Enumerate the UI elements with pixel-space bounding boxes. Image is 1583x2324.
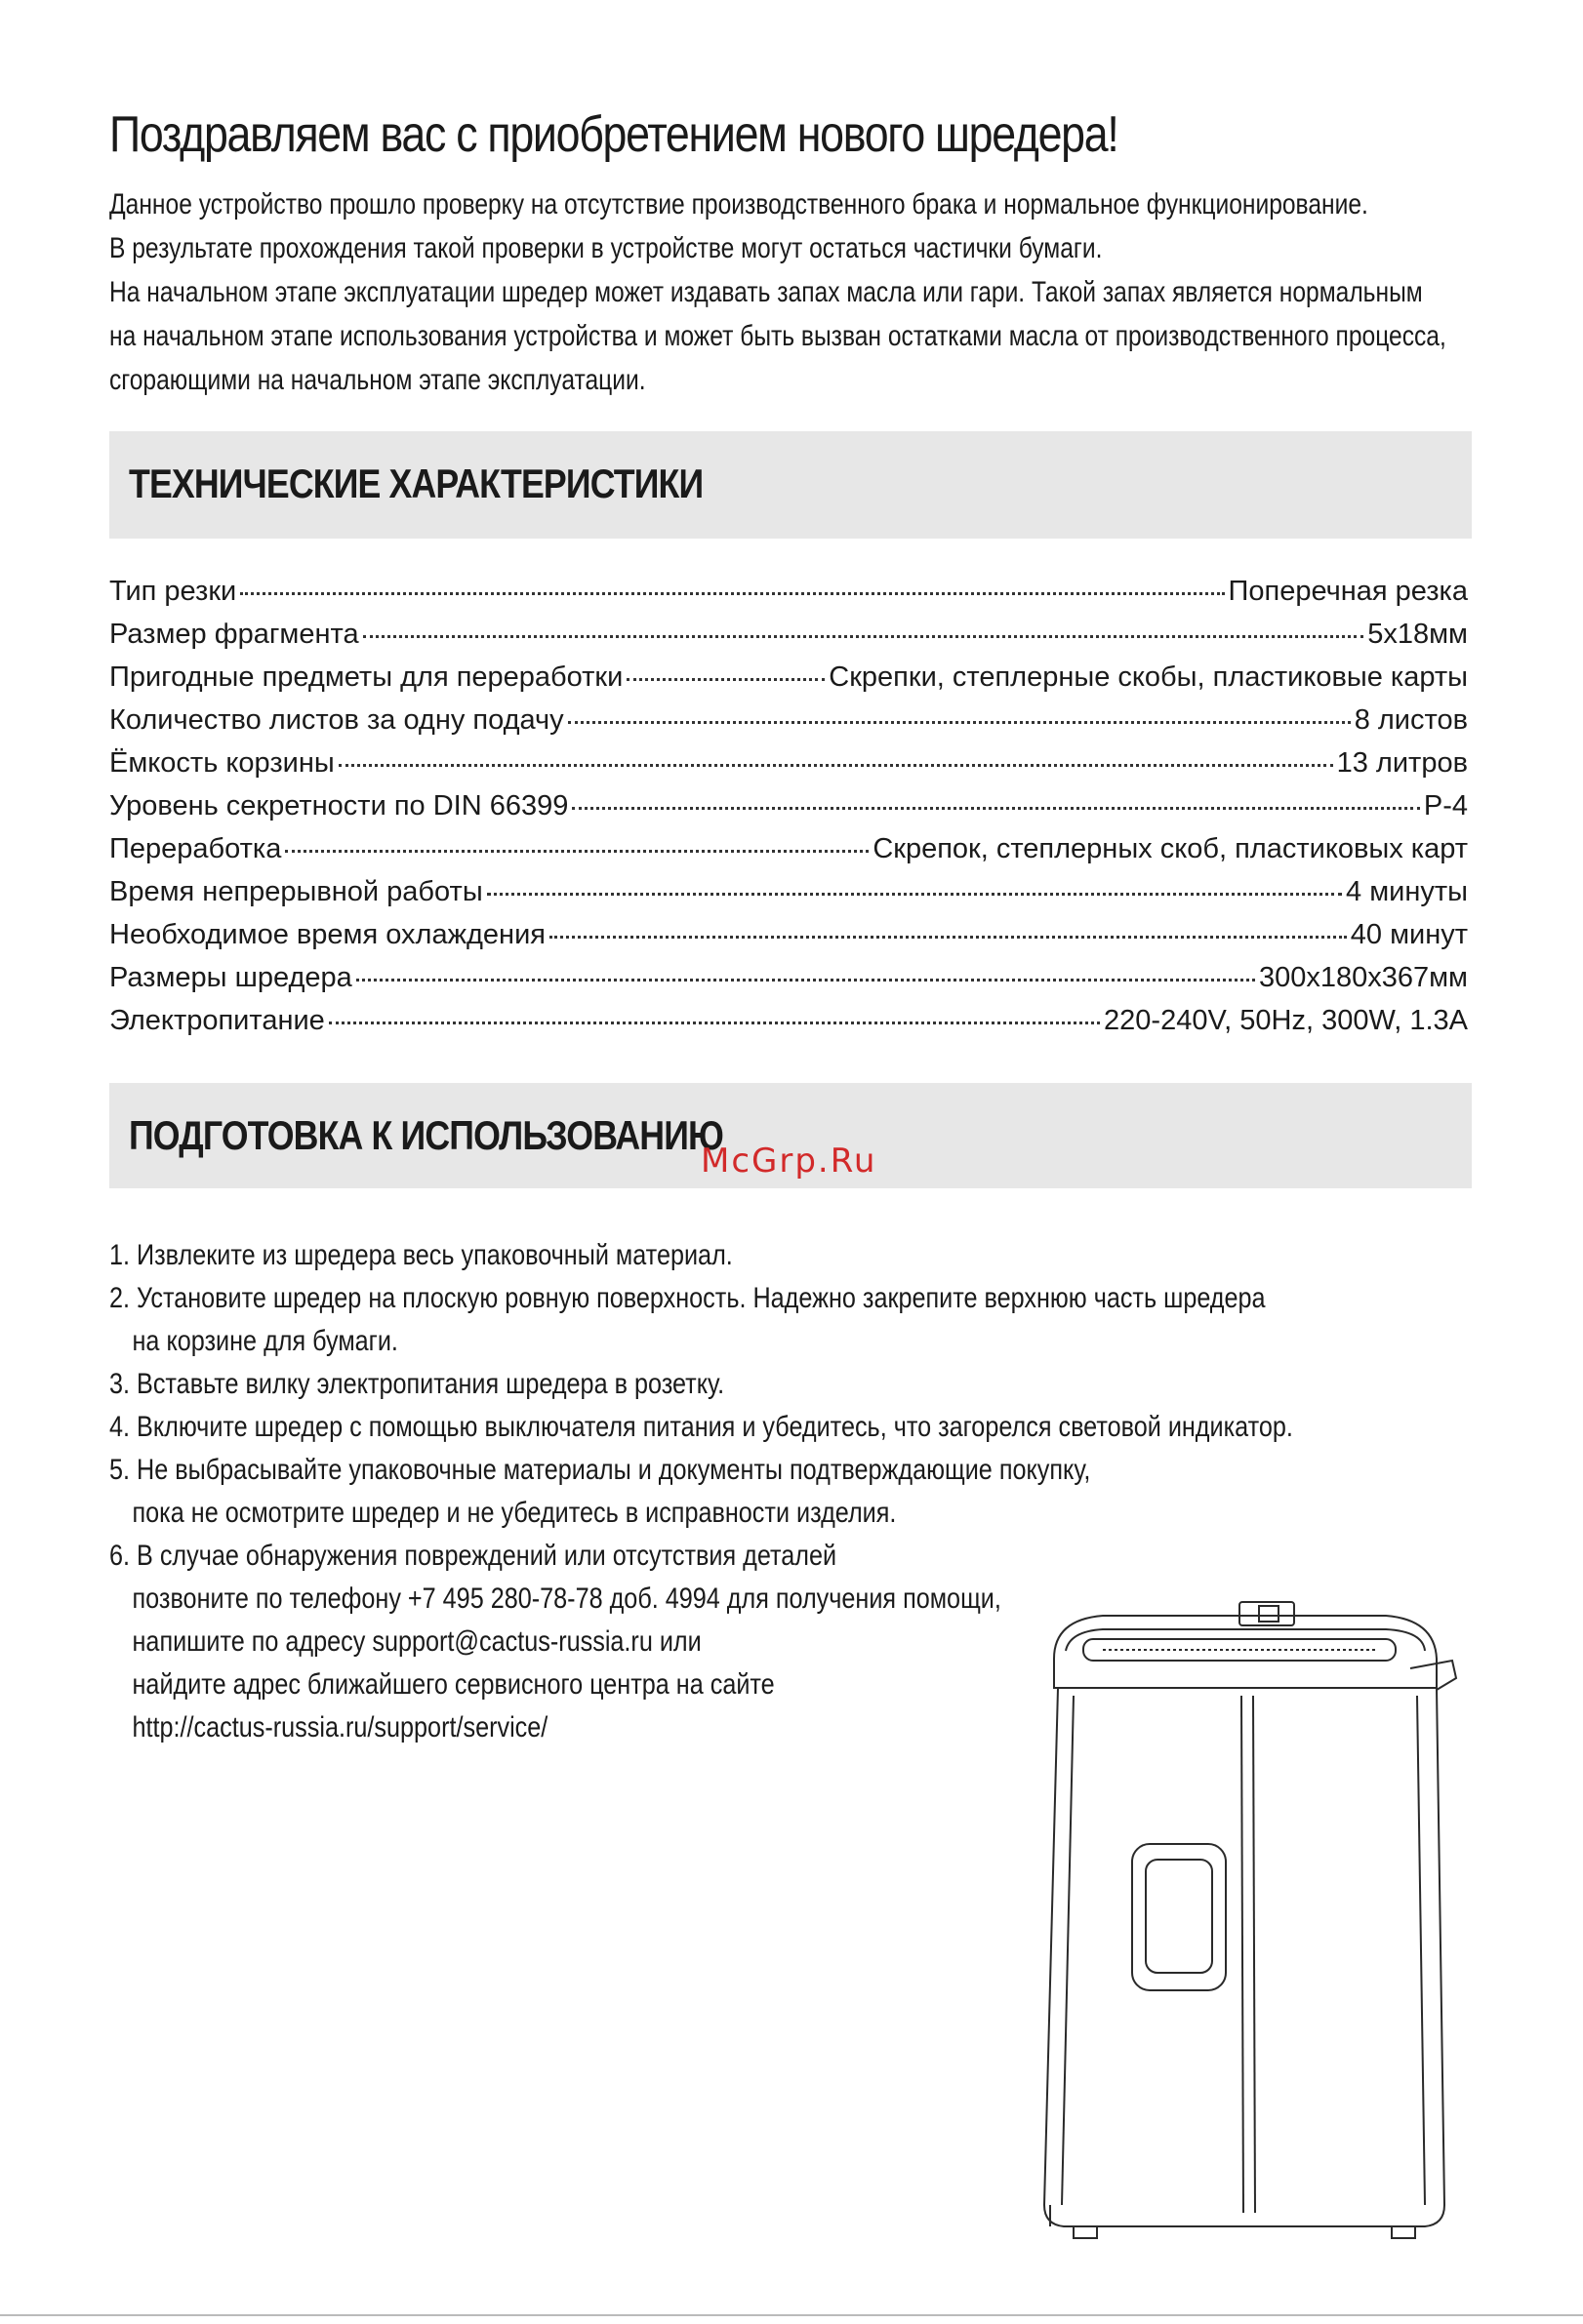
step-line: пока не осмотрите шредер и не убедитесь в исправности изделия. <box>132 1497 897 1529</box>
spec-value: 40 минут <box>1350 919 1468 950</box>
spec-row <box>109 576 1468 619</box>
spec-row <box>109 704 1468 747</box>
spec-label: Тип резки <box>109 576 237 607</box>
spec-row <box>109 747 1468 790</box>
leader-dots <box>627 678 825 681</box>
step-line: http://cactus-russia.ru/support/service/ <box>132 1711 548 1743</box>
spec-label: Переработка <box>109 833 282 864</box>
step-line: 6. В случае обнаружения повреждений или отсутствия деталей <box>109 1540 837 1572</box>
spec-label: Размер фрагмента <box>109 619 359 650</box>
spec-value: 220-240V, 50Hz, 300W, 1.3A <box>1104 1005 1468 1036</box>
spec-value: 8 листов <box>1354 704 1468 736</box>
leader-dots <box>572 807 1419 810</box>
spec-value: 300x180x367мм <box>1258 962 1468 993</box>
spec-label: Размеры шредера <box>109 962 352 993</box>
spec-value: Скрепок, степлерных скоб, пластиковых карт <box>873 833 1468 864</box>
spec-row <box>109 919 1468 962</box>
spec-label: Количество листов за одну подачу <box>109 704 564 736</box>
spec-value: 5x18мм <box>1367 619 1468 650</box>
spec-value: 4 минуты <box>1346 876 1468 907</box>
spec-label: Ёмкость корзины <box>109 747 335 779</box>
leader-dots <box>487 893 1342 896</box>
leader-dots <box>329 1022 1100 1024</box>
spec-row <box>109 661 1468 704</box>
spec-row <box>109 833 1468 876</box>
intro-line: Данное устройство прошло проверку на отсутствие производственного брака и нормальное функционирование. <box>109 188 1368 220</box>
spec-label: Время непрерывной работы <box>109 876 483 907</box>
spec-value: 13 литров <box>1336 747 1468 779</box>
intro-line: В результате прохождения такой проверки в устройстве могут остаться частички бумаги. <box>109 232 1103 264</box>
spec-row <box>109 1005 1468 1048</box>
spec-label: Электропитание <box>109 1005 325 1036</box>
leader-dots <box>285 850 869 853</box>
step-line: 1. Извлеките из шредера весь упаковочный материал. <box>109 1239 733 1271</box>
spec-label: Необходимое время охлаждения <box>109 919 546 950</box>
intro-line: на начальном этапе использования устройства и может быть вызван остатками масла от производственного процесса, <box>109 320 1446 352</box>
spec-label: Пригодные предметы для переработки <box>109 661 624 693</box>
specs-heading-band <box>109 431 1472 539</box>
spec-value: P-4 <box>1423 790 1468 821</box>
spec-value: Поперечная резка <box>1228 576 1468 607</box>
intro-text <box>109 182 1583 402</box>
step-line: 2. Установите шредер на плоскую ровную поверхность. Надежно закрепите верхнюю часть шредера <box>109 1282 1266 1314</box>
step-line: 5. Не выбрасывайте упаковочные материалы и документы подтверждающие покупку, <box>109 1454 1091 1486</box>
spec-label: Уровень секретности по DIN 66399 <box>109 790 569 821</box>
page-title: Поздравляем вас с приобретением нового шредера! <box>109 106 1118 163</box>
shredder-illustration <box>1015 1581 1483 2244</box>
spec-value: Скрепки, степлерные скобы, пластиковые карты <box>829 661 1468 693</box>
watermark-text: McGrp.Ru <box>701 1142 877 1181</box>
bottom-rule <box>0 2314 1583 2316</box>
step-line: позвоните по телефону +7 495 280-78-78 доб. 4994 для получения помощи, <box>132 1583 1001 1615</box>
spec-row <box>109 876 1468 919</box>
leader-dots <box>568 721 1351 724</box>
leader-dots <box>240 592 1224 595</box>
step-line: 3. Вставьте вилку электропитания шредера в розетку. <box>109 1368 725 1400</box>
specs-heading: ТЕХНИЧЕСКИЕ ХАРАКТЕРИСТИКИ <box>129 461 704 506</box>
leader-dots <box>339 764 1333 767</box>
leader-dots <box>363 635 1364 638</box>
step-line: на корзине для бумаги. <box>132 1325 398 1357</box>
prep-heading: ПОДГОТОВКА К ИСПОЛЬЗОВАНИЮ <box>129 1112 723 1158</box>
step-line: напишите по адресу support@cactus-russia.ru или <box>132 1625 702 1658</box>
leader-dots <box>549 936 1347 939</box>
intro-line: сгорающими на начальном этапе эксплуатации. <box>109 364 646 396</box>
spec-row <box>109 962 1468 1005</box>
step-line: 4. Включите шредер с помощью выключателя питания и убедитесь, что загорелся световой индикатор. <box>109 1411 1293 1443</box>
step-line: найдите адрес ближайшего сервисного центра на сайте <box>132 1668 775 1701</box>
specs-list <box>109 576 1468 1048</box>
spec-row <box>109 790 1468 833</box>
spec-row <box>109 619 1468 661</box>
intro-line: На начальном этапе эксплуатации шредер может издавать запах масла или гари. Такой запах является нормальным <box>109 276 1423 308</box>
leader-dots <box>356 979 1255 982</box>
